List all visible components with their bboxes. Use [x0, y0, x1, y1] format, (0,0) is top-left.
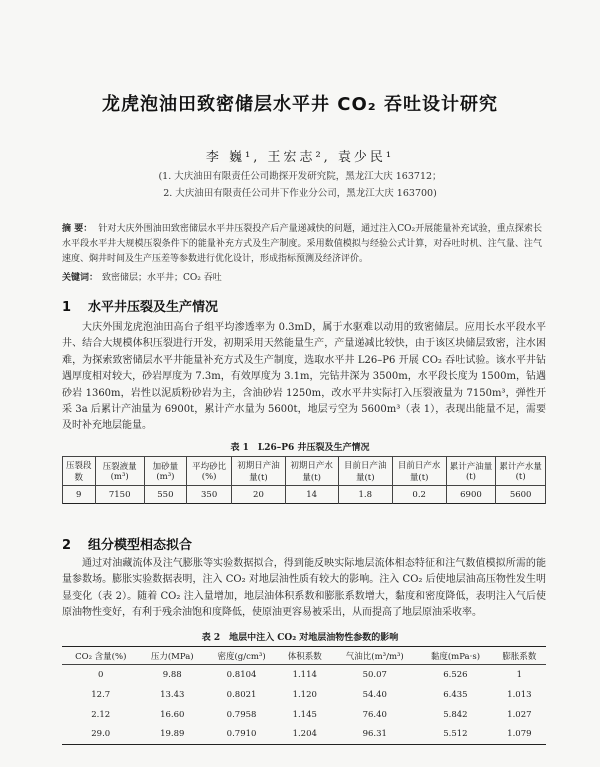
table-cell: 1.114 — [292, 669, 317, 680]
keywords-text: 致密储层；水平井；CO₂ 吞吐 — [102, 273, 222, 283]
table-row — [62, 685, 546, 705]
table-cell: 6.526 — [443, 669, 468, 680]
table-header-cell: 加砂量(m³) — [144, 457, 186, 486]
table-header-cell: 体积系数 — [278, 647, 331, 665]
table-2-header-row — [62, 647, 546, 665]
table-header-cell: 压裂液量(m³) — [95, 457, 144, 486]
table-header-cell: 黏度(mPa·s) — [418, 647, 493, 665]
table-1 — [62, 456, 546, 504]
table-header-cell: 平均砂比(%) — [186, 457, 231, 486]
table-cell: 5.842 — [443, 709, 468, 720]
table-header-cell: 初期日产水量(t) — [285, 457, 338, 486]
table-1-caption: 表 1 L26–P6 井压裂及生产情况 — [230, 443, 370, 453]
author-list: 李 巍¹, 王宏志², 袁少民¹ — [205, 150, 395, 165]
table-header-cell: 压力(MPa) — [139, 647, 205, 665]
table-cell: 0.2 — [392, 486, 446, 504]
table-header-cell: 初期日产油量(t) — [232, 457, 285, 486]
affiliation-2: 2. 大庆油田有限责任公司井下作业分公司，黑龙江大庆 163700) — [163, 188, 437, 199]
table-row — [62, 725, 546, 745]
table-cell: 19.89 — [160, 729, 185, 740]
table-cell: 6.435 — [443, 689, 468, 700]
paper-title: 龙虎泡油田致密储层水平井 CO₂ 吞吐设计研究 — [102, 94, 498, 115]
table-cell: 550 — [144, 486, 186, 504]
table-header-cell: 目前日产油量(t) — [338, 457, 392, 486]
section-title: 组分模型相态拟合 — [88, 538, 193, 553]
table-cell: 50.07 — [362, 669, 387, 680]
table-cell: 29.0 — [91, 729, 111, 740]
table-cell: 5600 — [496, 486, 546, 504]
section-1-paragraph: 大庆外围龙虎泡油田高台子组平均渗透率为 0.3mD，属于水驱难以动用的致密储层。应用长水平段水平井、结合大规模体积压裂进行开发，初期采用天然能量生产，产量递减比较快，由于该区块储层致密，注水困难，为探索致密储层水平井能量补充方式及生产制度，选取水平井 L26–P6 开展 CO₂ 吞吐试验。该水平井钻遇厚度相对较大，砂岩厚度为 7.3m，有效厚度为 3.1m，完钻井深为 3500m，水平段长度为 1500m，钻遇砂岩 1360m，岩性以泥质粉砂岩为主，含油砂岩 1250m，改水平井实际打入压裂液量为 7150m³，弹性开采 3a 后累计产油量为 6900t，累计产水量为 5600t，地层亏空为 5600m³（表 1），表现出能量不足，需要及时补充地层能量。 — [62, 322, 546, 432]
table-cell: 0.8021 — [226, 689, 257, 700]
table-cell: 96.31 — [362, 729, 387, 740]
table-cell: 6900 — [446, 486, 496, 504]
table-header-cell: 累计产水量(t) — [496, 457, 546, 486]
table-cell: 14 — [285, 486, 338, 504]
section-2-paragraph: 通过对油藏流体及注气膨胀等实验数据拟合，得到能反映实际地层流体相态特征和注气数值模拟所需的能量参数场。膨胀实验数据表明，注入 CO₂ 对地层油性质有较大的影响。注入 CO₂ 后使地层油高压物性发生明显变化（表 2）。随着 CO₂ 注入量增加，地层油体积系数和膨胀系数增大，黏度和密度降低，表明注入气后使原油物性变好，有利于残余油饱和度降低，使原油更容易被采出，从而提高了地层原油采收率。 — [62, 558, 546, 619]
table-cell: 16.60 — [160, 709, 185, 720]
table-cell: 76.40 — [362, 709, 387, 720]
table-header-cell: 累计产油量(t) — [446, 457, 496, 486]
table-cell: 0 — [98, 669, 104, 680]
section-heading-1 — [62, 296, 218, 315]
table-cell: 0.7958 — [226, 709, 257, 720]
table-cell: 9.88 — [162, 669, 182, 680]
table-header-cell: 膨胀系数 — [493, 647, 546, 665]
section-number: 2 — [62, 538, 72, 553]
table-cell: 1.013 — [507, 689, 532, 700]
section-title: 水平井压裂及生产情况 — [88, 300, 219, 315]
keywords — [62, 270, 542, 283]
abstract-text: 针对大庆外围油田致密储层水平井压裂投产后产量递减快的问题，通过注入CO₂开展能量补充试验，重点探索长水平段水平井大规模压裂条件下的能量补充方式及生产制度。采用数值模拟与经验公式计算，对吞吐时机、注气量、注气速度、焖井时间及生产压差等参数进行优化设计，形成指标预测及经济评价。 — [62, 224, 542, 264]
table-cell: 1.145 — [292, 709, 317, 720]
table-header-cell: 密度(g/cm³) — [205, 647, 278, 665]
table-cell: 1.027 — [507, 709, 532, 720]
table-header-cell: 气油比(m³/m³) — [331, 647, 418, 665]
table-cell: 13.43 — [160, 689, 185, 700]
table-cell: 5.512 — [443, 729, 468, 740]
table-cell: 0.7910 — [226, 729, 257, 740]
abstract — [62, 222, 542, 267]
table-cell: 350 — [186, 486, 231, 504]
table-2-caption: 表 2 地层中注入 CO₂ 对地层油物性参数的影响 — [201, 633, 399, 643]
table-header-cell: 目前日产水量(t) — [392, 457, 446, 486]
table-cell: 54.40 — [362, 689, 387, 700]
table-row — [62, 705, 546, 725]
table-cell: 9 — [63, 486, 96, 504]
table-cell: 0.8104 — [226, 669, 257, 680]
table-cell: 1 — [516, 669, 523, 680]
abstract-label: 摘 要： — [62, 224, 93, 234]
table-cell: 12.7 — [91, 689, 111, 700]
table-cell: 1.079 — [507, 729, 532, 740]
table-row — [62, 665, 546, 685]
table-row — [63, 486, 546, 504]
table-cell: 1.204 — [292, 729, 317, 740]
table-header-cell: 压裂段数 — [63, 457, 96, 486]
section-number: 1 — [62, 300, 72, 315]
table-2 — [62, 646, 546, 745]
table-cell: 1.8 — [338, 486, 392, 504]
table-cell: 20 — [232, 486, 285, 504]
table-cell: 7150 — [95, 486, 144, 504]
table-cell: 2.12 — [91, 709, 111, 720]
keywords-label: 关键词： — [62, 273, 99, 283]
table-header-cell: CO₂ 含量(%) — [62, 647, 139, 665]
affiliation-1: (1. 大庆油田有限责任公司勘探开发研究院，黑龙江大庆 163712； — [158, 171, 442, 182]
table-1-header-row — [63, 457, 546, 486]
section-heading-2 — [62, 534, 192, 553]
table-cell: 1.120 — [292, 689, 317, 700]
